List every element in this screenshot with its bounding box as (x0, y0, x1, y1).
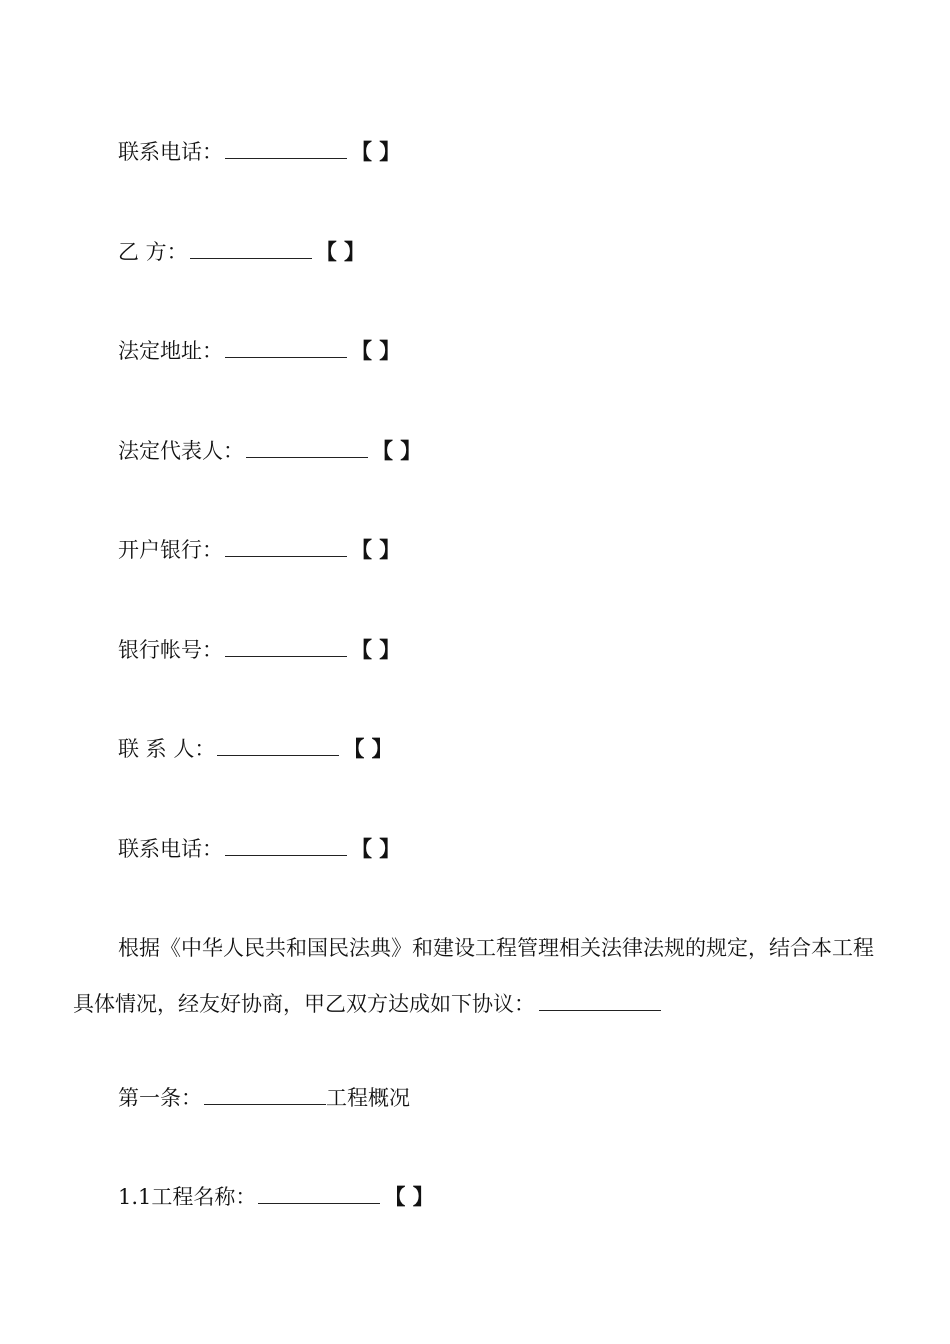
field-label: 1.1工程名称： (118, 1185, 257, 1209)
bracket-placeholder: 【 】 (384, 1184, 434, 1209)
fill-in-blank[interactable] (539, 992, 661, 1011)
field-label: 联系电话： (118, 140, 223, 164)
fill-in-blank[interactable] (225, 638, 347, 657)
fill-in-blank[interactable] (217, 737, 339, 756)
party-a-phone-row (118, 140, 400, 164)
preamble-paragraph (73, 920, 881, 1032)
fill-in-blank[interactable] (225, 140, 347, 159)
field-label: 乙 方： (118, 240, 188, 264)
bracket-placeholder: 【 】 (351, 637, 401, 662)
field-label: 银行帐号： (118, 638, 223, 662)
field-label: 联系电话： (118, 837, 223, 861)
bracket-placeholder: 【 】 (351, 338, 401, 363)
bracket-placeholder: 【 】 (372, 438, 422, 463)
bracket-placeholder: 【 】 (351, 537, 401, 562)
fill-in-blank[interactable] (204, 1086, 326, 1105)
party-b-name-row (118, 240, 365, 264)
fill-in-blank[interactable] (225, 538, 347, 557)
party-b-bank-row (118, 538, 400, 562)
party-b-contact-row (118, 737, 393, 761)
preamble-text: 根据《中华人民共和国民法典》和建设工程管理相关法律法规的规定，结合本工程具体情况，经友好协商，甲乙双方达成如下协议： (73, 936, 874, 1016)
project-name-row (118, 1185, 434, 1209)
article-1-heading (118, 1086, 410, 1110)
party-b-phone-row (118, 837, 400, 861)
article-title: 工程概况 (326, 1086, 410, 1110)
article-prefix: 第一条： (118, 1086, 202, 1110)
fill-in-blank[interactable] (225, 837, 347, 856)
fill-in-blank[interactable] (190, 240, 312, 259)
party-b-representative-row (118, 439, 421, 463)
bracket-placeholder: 【 】 (343, 736, 393, 761)
fill-in-blank[interactable] (246, 439, 368, 458)
party-b-address-row (118, 339, 400, 363)
bracket-placeholder: 【 】 (315, 239, 365, 264)
fill-in-blank[interactable] (225, 339, 347, 358)
party-b-account-row (118, 638, 400, 662)
field-label: 法定地址： (118, 339, 223, 363)
bracket-placeholder: 【 】 (351, 139, 401, 164)
fill-in-blank[interactable] (258, 1185, 380, 1204)
bracket-placeholder: 【 】 (351, 836, 401, 861)
field-label: 联 系 人： (118, 737, 216, 761)
field-label: 法定代表人： (118, 439, 244, 463)
field-label: 开户银行： (118, 538, 223, 562)
